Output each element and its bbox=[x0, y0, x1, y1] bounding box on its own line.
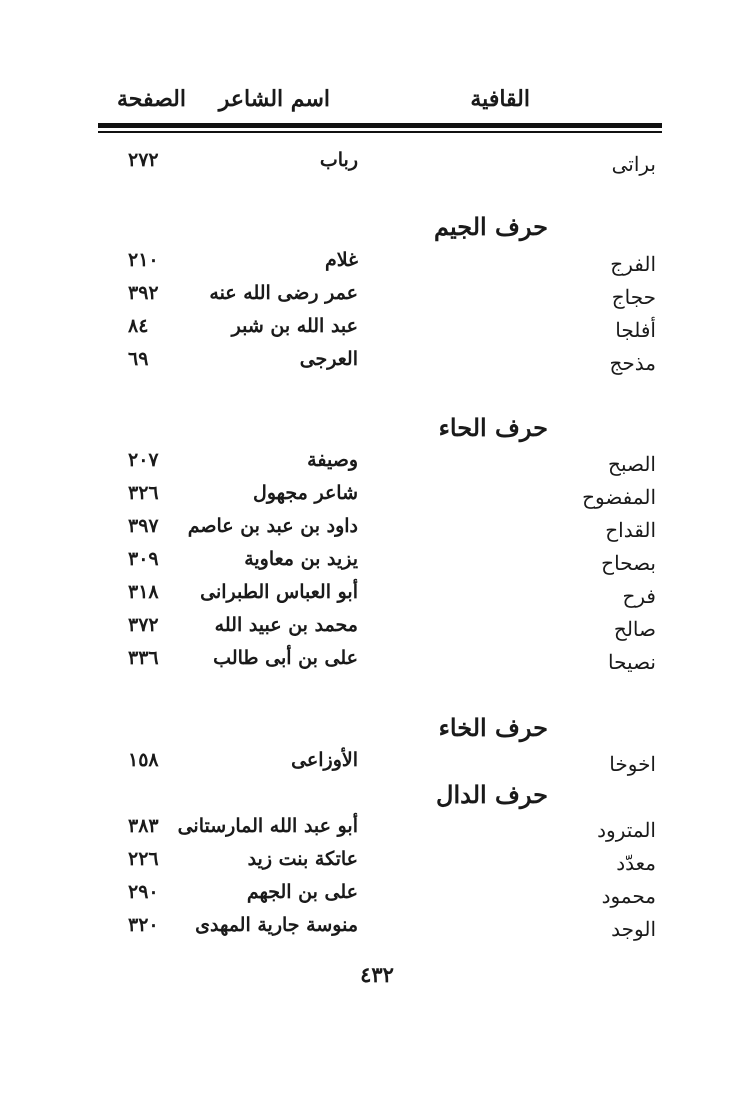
section-heading-kha: حرف الخاء bbox=[438, 713, 548, 742]
table-row bbox=[0, 848, 754, 881]
rhyme-cell: أفلجا bbox=[615, 318, 656, 342]
table-row bbox=[0, 647, 754, 680]
poet-cell: العرجى bbox=[299, 348, 358, 370]
poet-cell: عبد الله بن شبر bbox=[231, 315, 358, 337]
poet-cell: الأوزاعى bbox=[291, 749, 358, 771]
table-row bbox=[0, 881, 754, 914]
table-row bbox=[0, 348, 754, 381]
table-row bbox=[0, 815, 754, 848]
rhyme-cell: بصحاح bbox=[601, 551, 656, 575]
header-rhyme: القافية bbox=[470, 86, 530, 112]
rhyme-cell: صالح bbox=[613, 617, 656, 641]
rhyme-cell: مذحج bbox=[609, 351, 656, 375]
rhyme-cell: فرح bbox=[622, 584, 656, 608]
table-row bbox=[0, 449, 754, 482]
poet-cell: شاعر مجهول bbox=[253, 482, 358, 504]
page-cell: ١٥٨ bbox=[128, 749, 159, 771]
table-row bbox=[0, 282, 754, 315]
section-heading-ha: حرف الحاء bbox=[438, 413, 548, 442]
section-heading-dal: حرف الدال bbox=[436, 780, 548, 809]
rhyme-cell: براتى bbox=[611, 152, 656, 176]
table-row bbox=[0, 914, 754, 947]
header-rule-thin bbox=[98, 131, 662, 133]
page-number: ٤٣٢ bbox=[360, 962, 394, 987]
poet-cell: غلام bbox=[324, 249, 358, 271]
table-row bbox=[0, 548, 754, 581]
rhyme-cell: محمود bbox=[601, 884, 656, 908]
rhyme-cell: المفضوح bbox=[582, 485, 656, 509]
rhyme-cell: الصبح bbox=[608, 452, 656, 476]
rhyme-cell: نصيحا bbox=[608, 650, 656, 674]
rhyme-cell: القداح bbox=[605, 518, 656, 542]
poet-cell: على بن أبى طالب bbox=[213, 647, 358, 669]
page-cell: ٦٩ bbox=[128, 348, 149, 370]
poet-cell: عاتكة بنت زيد bbox=[247, 848, 358, 870]
rhyme-cell: اخوخا bbox=[609, 752, 656, 776]
table-row bbox=[0, 614, 754, 647]
rhyme-cell: معدّد bbox=[616, 851, 656, 875]
page-cell: ٣٢٠ bbox=[128, 914, 159, 936]
page-cell: ٨٤ bbox=[128, 315, 149, 337]
page-cell: ٢٧٢ bbox=[128, 149, 159, 171]
poet-cell: أبو عبد الله المارستانى bbox=[177, 815, 358, 837]
table-row bbox=[0, 149, 754, 182]
table-row bbox=[0, 515, 754, 548]
poet-cell: محمد بن عبيد الله bbox=[214, 614, 358, 636]
rhyme-cell: الفرج bbox=[610, 252, 656, 276]
table-row bbox=[0, 315, 754, 348]
rhyme-cell: المترود bbox=[597, 818, 656, 842]
poet-cell: أبو العباس الطبرانى bbox=[200, 581, 358, 603]
rhyme-cell: حجاج bbox=[611, 285, 656, 309]
header-page: الصفحة bbox=[116, 86, 186, 112]
poet-cell: رباب bbox=[319, 149, 358, 171]
page-cell: ٣٩٢ bbox=[128, 282, 159, 304]
section-heading-jim: حرف الجيم bbox=[434, 212, 548, 241]
page-cell: ٣٩٧ bbox=[128, 515, 159, 537]
poet-cell: يزيد بن معاوية bbox=[244, 548, 358, 570]
poet-cell: عمر رضى الله عنه bbox=[209, 282, 358, 304]
page-cell: ٣١٨ bbox=[128, 581, 159, 603]
header-rule-thick bbox=[98, 123, 662, 128]
page-cell: ٣٢٦ bbox=[128, 482, 159, 504]
page-cell: ٣٧٢ bbox=[128, 614, 159, 636]
page-cell: ٣٨٣ bbox=[128, 815, 159, 837]
rhyme-cell: الوجد bbox=[611, 917, 656, 941]
poet-cell: داود بن عبد بن عاصم bbox=[187, 515, 358, 537]
page-cell: ٢٩٠ bbox=[128, 881, 159, 903]
page-cell: ٢٠٧ bbox=[128, 449, 159, 471]
poet-cell: منوسة جارية المهدى bbox=[195, 914, 358, 936]
table-row bbox=[0, 581, 754, 614]
poet-cell: على بن الجهم bbox=[246, 881, 358, 903]
poet-cell: وصيفة bbox=[307, 449, 358, 471]
page-cell: ٣٣٦ bbox=[128, 647, 159, 669]
table-row bbox=[0, 249, 754, 282]
table-row bbox=[0, 482, 754, 515]
page-cell: ٣٠٩ bbox=[128, 548, 159, 570]
page-cell: ٢١٠ bbox=[128, 249, 159, 271]
page-cell: ٢٢٦ bbox=[128, 848, 159, 870]
table-row bbox=[0, 749, 754, 782]
header-poet: اسم الشاعر bbox=[218, 86, 330, 112]
